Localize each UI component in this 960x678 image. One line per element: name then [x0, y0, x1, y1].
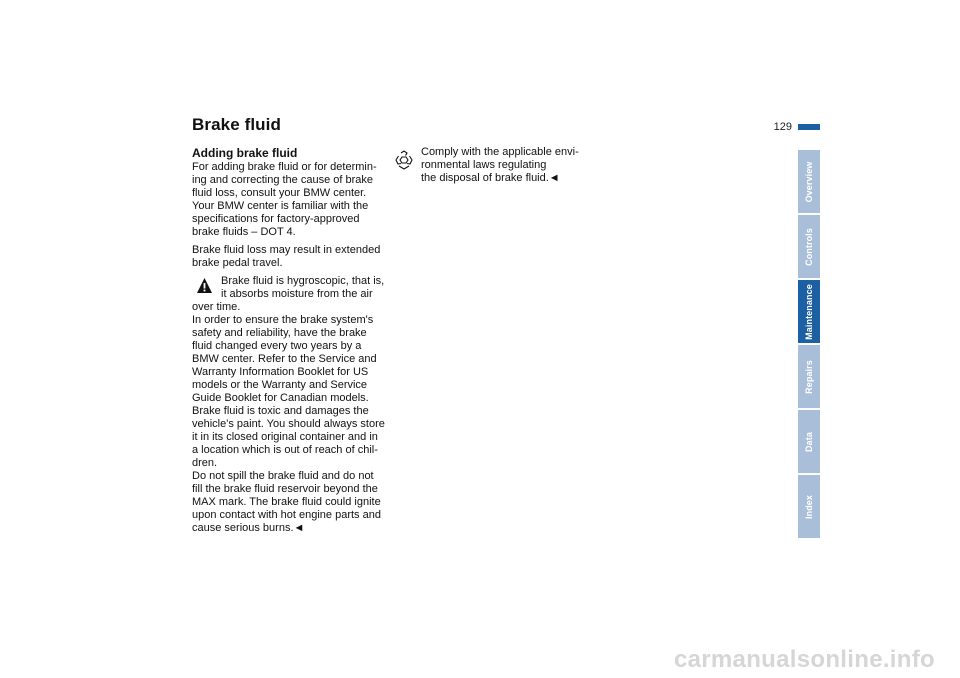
env-line: Comply with the applicable envi-: [421, 146, 579, 158]
tab-label: Controls: [804, 227, 814, 266]
warning-line: a location which is out of reach of chil-: [192, 444, 378, 456]
warning-line: fill the brake fluid reservoir beyond the: [192, 483, 378, 495]
tab-data[interactable]: [798, 410, 820, 473]
right-column: [393, 146, 593, 185]
warning-line: Brake fluid is toxic and damages the: [192, 405, 369, 417]
text-line: brake fluids – DOT 4.: [192, 226, 296, 238]
intro-paragraph: [192, 161, 387, 239]
env-line: ronmental laws regulating: [421, 159, 547, 171]
page-marker: [798, 124, 820, 130]
warning-line: upon contact with hot engine parts and: [192, 509, 381, 521]
watermark: carmanualsonline.info: [673, 646, 935, 673]
section-subheading: Adding brake fluid: [192, 146, 298, 160]
text-line: specifications for factory-approved: [192, 213, 360, 225]
text-line: brake pedal travel.: [192, 257, 283, 269]
warning-line: Guide Booklet for Canadian models.: [192, 392, 369, 404]
page-number: 129: [773, 121, 792, 133]
warning-triangle-icon: [196, 277, 213, 294]
recycling-icon: [393, 149, 415, 171]
warning-line: Do not spill the brake fluid and do not: [192, 470, 374, 482]
tab-label: Overview: [804, 161, 814, 202]
text-line: For adding brake fluid or for determin-: [192, 161, 377, 173]
text-line: Your BMW center is familiar with the: [192, 200, 369, 212]
warning-line: safety and reliability, have the brake: [192, 327, 367, 339]
tab-repairs[interactable]: [798, 345, 820, 408]
warning-line: it absorbs moisture from the air: [221, 288, 373, 300]
warning-line: Brake fluid is hygroscopic, that is,: [221, 275, 385, 287]
environment-notice: [393, 146, 593, 185]
warning-line: cause serious burns.◄: [192, 522, 305, 534]
warning-line: fluid changed every two years by a: [192, 340, 362, 352]
warning-line: dren.: [192, 457, 218, 469]
warning-line: vehicle's paint. You should always store: [192, 418, 385, 430]
tab-maintenance[interactable]: [798, 280, 820, 343]
page-title: Brake fluid: [192, 115, 281, 134]
tab-overview[interactable]: [798, 150, 820, 213]
warning-line: Warranty Information Booklet for US: [192, 366, 369, 378]
warning-line: models or the Warranty and Service: [192, 379, 368, 391]
text-line: Brake fluid loss may result in extended: [192, 244, 381, 256]
warning-line: it in its closed original container and in: [192, 431, 378, 443]
warning-notice: [192, 275, 387, 535]
tab-label: Repairs: [804, 359, 814, 394]
text-line: ing and correcting the cause of brake: [192, 174, 374, 186]
warning-line: over time.: [192, 301, 241, 313]
warning-line: BMW center. Refer to the Service and: [192, 353, 377, 365]
tab-index[interactable]: [798, 475, 820, 538]
tab-label: Data: [804, 431, 814, 452]
chapter-tab-bar: [798, 150, 820, 540]
tab-label: Maintenance: [804, 283, 814, 340]
warning-line: MAX mark. The brake fluid could ignite: [192, 496, 381, 508]
env-line: the disposal of brake fluid.◄: [421, 172, 560, 184]
text-line: fluid loss, consult your BMW center.: [192, 187, 367, 199]
tab-controls[interactable]: [798, 215, 820, 278]
left-column: [192, 146, 387, 535]
warning-line: In order to ensure the brake system's: [192, 314, 374, 326]
pedal-travel-paragraph: [192, 244, 387, 270]
tab-label: Index: [804, 494, 814, 519]
